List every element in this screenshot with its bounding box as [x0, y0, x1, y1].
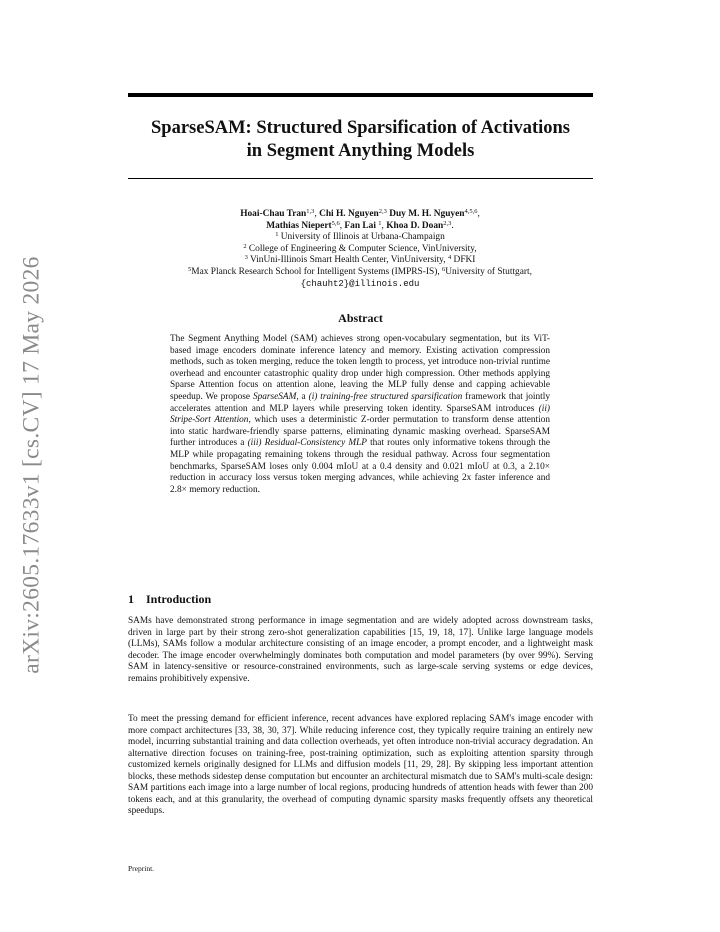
author-sup: 1,3: [306, 208, 315, 215]
author-name: Chi H. Nguyen: [319, 209, 379, 219]
affiliation-line-3: [120, 255, 600, 267]
abstract-text: that routes only informative tokens through the MLP while propagating remaining tokens through the residual pathway. Across four segmentation benchmarks, SparseSAM loses only 0.004 mIoU at a 0.4 density and 0.021 mIoU at 0.3, a 2.10× reduction in accuracy loss versus token merging advances, while achieving 2x faster inference and 2.8× memory reduction.: [170, 438, 550, 495]
affiliation-sup: 4: [447, 254, 452, 262]
title-rule-top: [128, 93, 593, 97]
title-line-1: SparseSAM: Structured Sparsification of Activations: [151, 118, 570, 138]
author-sup: 2,3: [378, 208, 387, 215]
abstract-text: , which uses a deterministic Z-order permutation to transform dense attention into static hardware-friendly sparse patterns, eliminating dynamic masking overhead. SparseSAM further introduces a: [170, 415, 550, 449]
abstract-text: framework that jointly accelerates attention and MLP layers while preserving token identity. SparseSAM introduces: [170, 391, 550, 414]
abstract-text: , a: [296, 391, 309, 402]
abstract-emphasis: (ii) Stripe-Sort Attention: [170, 403, 550, 426]
author-sup: 2,3: [443, 219, 452, 227]
abstract-emphasis: (iii) Residual-Consistency MLP: [247, 438, 367, 449]
author-line-1: Hoai-Chau Tran$^{1,3}$, Chi H. Nguyen$^{2,3}$ Duy M. H. Nguyen$^{4,5,6}$,: [240, 208, 480, 219]
abstract-body: [170, 334, 550, 496]
affiliation-sup: 2: [243, 242, 247, 250]
affiliation-text: VinUni-Illinois Smart Health Center, VinUniversity,: [250, 255, 446, 266]
author-line-2: Mathias Niepert$^{5,6}$, Fan Lai $^1$, Khoa D. Doan$^{2,3}$.: [266, 219, 454, 231]
affiliation-line-1: [120, 232, 600, 244]
affiliation-text: College of Engineering & Computer Science, VinUniversity,: [248, 243, 477, 254]
affiliation-text: Max Planck Research School for Intelligent Systems (IMPRS-IS),: [191, 266, 440, 277]
author-name: Fan Lai: [344, 220, 376, 231]
abstract-heading: Abstract: [338, 311, 383, 325]
intro-paragraph-2: To meet the pressing demand for efficient inference, recent advances have explored replacing SAM's image encoder with more compact architectures [33, 38, 30, 37]. While reducing inference cost, they typically require training an entirely new model, incurring substantial training and data collection overheads, yet often introduce non-trivial accuracy degradation. An alternative direction focuses on training-free, post-training optimization, such as exploiting attention sparsity through customized kernels originally designed for LLMs and diffusion models [11, 29, 28]. By skipping less important attention blocks, these methods sidestep dense computation but encounter an architectural mismatch due to SAM's multi-scale design: SAM partitions each image into a large number of local regions, producing hundreds of attention heads with fewer than 200 tokens each, and at this granularity, the overhead of computing dynamic sparsity masks frequently offsets any theoretical speedups.: [128, 714, 593, 816]
section-heading-introduction: [128, 592, 211, 607]
title-line-2: in Segment Anything Models: [246, 141, 475, 161]
affiliation-sup: 3: [244, 254, 248, 262]
abstract-emphasis: SparseSAM: [252, 391, 297, 402]
author-block: [120, 209, 600, 290]
intro-paragraph-1: SAMs have demonstrated strong performance in image segmentation and are widely adopted across downstream tasks, driven in large part by their strong zero-shot generalization capabilities [15, 19, 18, 17]. Unlike large language models (LLMs), SAMs follow a modular architecture consisting of an image encoder, a prompt encoder, and a lightweight mask decoder. The image encoder overwhelmingly dominates both computation and model parameters (by over 99%). Serving SAM in latency-sensitive or resource-constrained environments, such as large-scale serving systems or edge devices, remains prohibitively expensive.: [128, 616, 593, 684]
arxiv-identifier-text: arXiv:2605.17633v1 [cs.CV] 17 May 2026: [18, 256, 45, 674]
affiliation-text: University of Stuttgart,: [445, 266, 532, 277]
paper-title: [128, 117, 593, 163]
abstract-text: The Segment Anything Model (SAM) achieves strong open-vocabulary segmentation, but its ViT-based image encoders dominate inference latency and memory. Existing activation compression methods, such as token merging, reduce the token length to process, yet introduce non-trivial runtime overhead and encounter catastrophic quality drop under high compression. Other methods applying Sparse Attention focus on attention alone, leaving the MLP fully dense and capping achievable speedup. We propose: [170, 334, 550, 402]
author-sup: 4,5,6: [464, 208, 478, 215]
author-email: {chauht2}@illinois.edu: [300, 278, 420, 289]
author-name: Hoai-Chau Tran: [240, 209, 307, 219]
affiliation-line-2: [120, 244, 600, 256]
affiliation-sup: 1: [275, 231, 279, 239]
affiliation-text: DFKI: [453, 255, 476, 266]
affiliation-sup: 6: [442, 265, 446, 273]
section-number: 1: [128, 592, 134, 606]
affiliation-text: University of Illinois at Urbana-Champaign: [280, 232, 445, 243]
author-name: Khoa D. Doan: [386, 220, 444, 231]
arxiv-identifier: [18, 250, 46, 680]
affiliation-sup: 5: [188, 265, 192, 273]
section-title: Introduction: [146, 592, 212, 606]
author-name: Duy M. H. Nguyen: [389, 209, 465, 219]
author-name: Mathias Niepert: [266, 220, 332, 231]
author-sup: 1: [378, 219, 382, 227]
title-rule-bottom: [128, 178, 593, 179]
abstract-emphasis: (i) training-free structured sparsification: [308, 391, 463, 402]
author-sup: 5,6: [331, 219, 340, 227]
affiliation-line-4: [120, 267, 600, 279]
preprint-footnote: Preprint.: [128, 864, 155, 873]
